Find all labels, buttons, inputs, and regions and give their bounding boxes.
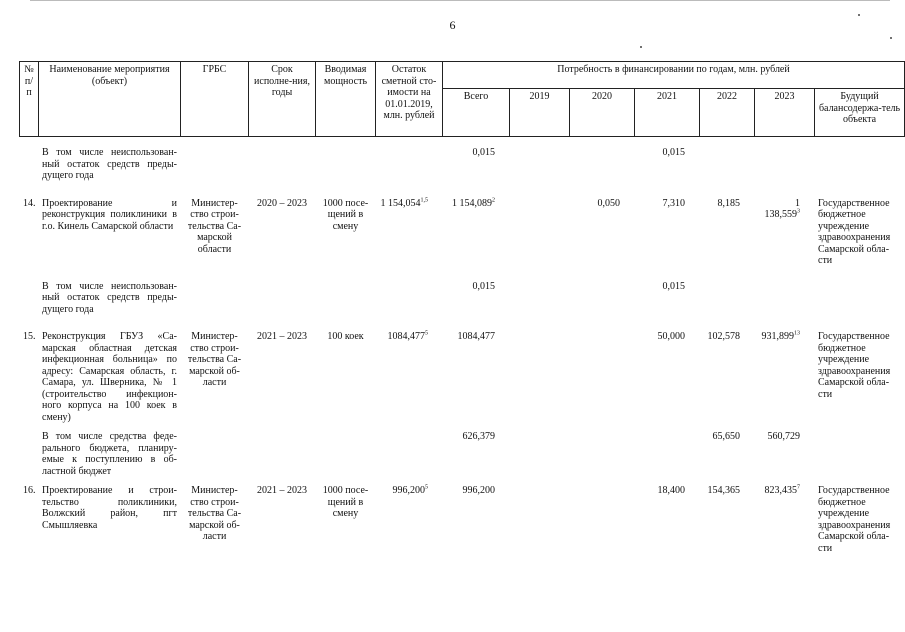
- row-term: 2021 – 2023: [257, 485, 307, 496]
- row-name: В том числе средства феде-рального бюджета, планиру-емые к поступлению в об-ластной бюджет: [42, 431, 177, 477]
- row-number: 14.: [23, 197, 36, 209]
- row-holder: Государственное бюджетное учреждение здравоохранения Самарской обла-сти: [818, 331, 891, 400]
- table-row: [20, 184, 905, 269]
- row-2023: [755, 269, 815, 318]
- row-capacity: [316, 269, 376, 318]
- row-total: 996,200: [462, 485, 495, 496]
- row-balance: [376, 137, 443, 184]
- row-holder: [815, 269, 905, 318]
- header-holder: Будущий балансодержа-тель объекта: [815, 89, 905, 137]
- row-capacity: [316, 137, 376, 184]
- header-term: Срок исполне-ния, годы: [249, 62, 316, 137]
- header-2019: 2019: [510, 89, 570, 137]
- row-2023: 560,729: [767, 431, 800, 442]
- table-header: [20, 62, 905, 137]
- scan-speck: [640, 46, 642, 48]
- table-row: [20, 137, 905, 184]
- row-balance: [376, 269, 443, 318]
- row-total: 1 154,089$^2$: [452, 197, 495, 209]
- header-capacity: Вводимая мощность: [316, 62, 376, 137]
- row-term: 2021 – 2023: [257, 331, 307, 342]
- row-2022: [700, 137, 755, 184]
- header-grbs: ГРБС: [181, 62, 249, 137]
- row-2021: [635, 425, 700, 479]
- row-2020: [570, 317, 635, 425]
- row-total: 626,379: [462, 431, 495, 442]
- row-2022: 65,650: [712, 431, 740, 442]
- page-number: 6: [449, 18, 456, 32]
- row-grbs: [181, 425, 249, 479]
- row-holder: [815, 425, 905, 479]
- scan-speck: [890, 37, 892, 39]
- table-row: [20, 317, 905, 425]
- row-grbs: Министер-ство строи-тельства Са-марской области: [187, 197, 242, 255]
- footnote-marker: 2: [492, 197, 495, 204]
- row-2022: 8,185: [717, 197, 740, 209]
- row-2020: [570, 269, 635, 318]
- top-rule: [30, 0, 890, 1]
- header-2023: 2023: [755, 89, 815, 137]
- row-number: 16.: [23, 485, 36, 496]
- financing-table: [19, 61, 905, 556]
- row-name: В том числе неиспользован-ный остаток средств преды-дущего года: [42, 280, 177, 315]
- row-balance: 996,200$^5$: [392, 484, 428, 496]
- row-name: Реконструкция ГБУЗ «Са-марская областная детская инфекционная больница» по адресу: Самарская область, г. Самара, ул. Шверника, № 1 (строительство инфекцион-ного корпуса на 100 коек в смену): [42, 331, 177, 423]
- row-2021: 18,400: [657, 485, 685, 496]
- row-total: 1084,477: [457, 331, 495, 342]
- row-holder: Государственное бюджетное учреждение здравоохранения Самарской обла-сти: [818, 197, 891, 266]
- scan-speck: [858, 14, 860, 16]
- row-2023: 823,435$^7$: [764, 484, 800, 496]
- row-2023: 931,899$^{13}$: [761, 330, 800, 342]
- row-term: [249, 269, 316, 318]
- row-2023: [755, 137, 815, 184]
- row-2020: 0,050: [597, 197, 620, 209]
- row-2019: [510, 479, 570, 556]
- header-2021: 2021: [635, 89, 700, 137]
- row-term: [249, 137, 316, 184]
- row-capacity: 1000 посе-щений в смену: [322, 197, 369, 232]
- row-grbs: [181, 269, 249, 318]
- row-name: Проектирование и реконструкция поликлиники в г.о. Кинель Самарской области: [42, 197, 177, 232]
- table-body: [20, 137, 905, 557]
- row-holder: Государственное бюджетное учреждение здравоохранения Самарской обла-сти: [818, 485, 891, 554]
- row-name: В том числе неиспользован-ный остаток средств преды-дущего года: [42, 147, 177, 181]
- row-balance: 1 154,054$^{1,5}$: [380, 197, 428, 209]
- row-balance: [376, 425, 443, 479]
- header-2022: 2022: [700, 89, 755, 137]
- row-2019: [510, 425, 570, 479]
- row-balance: 1084,477$^5$: [387, 330, 428, 342]
- row-2021: 0,015: [662, 147, 685, 158]
- footnote-marker: 7: [797, 484, 800, 491]
- row-term: [249, 425, 316, 479]
- row-name: Проектирование и строи-тельство поликлиники, Волжский район, пгт Смышляевка: [42, 485, 177, 531]
- row-capacity: 1000 посе-щений в смену: [322, 485, 369, 519]
- row-grbs: [181, 137, 249, 184]
- row-2020: [570, 479, 635, 556]
- header-balance: Остаток сметной сто-имости на 01.01.2019, млн. рублей: [376, 62, 443, 137]
- table-row: [20, 269, 905, 318]
- row-2021: 0,015: [662, 280, 685, 292]
- row-total: 0,015: [472, 147, 495, 158]
- header-need-group: Потребность в финансировании по годам, млн. рублей: [443, 62, 905, 89]
- header-name: Наименование мероприятия (объект): [39, 62, 181, 137]
- row-holder: [815, 137, 905, 184]
- header-total: Всего: [443, 89, 510, 137]
- row-total: 0,015: [472, 280, 495, 292]
- row-2020: [570, 137, 635, 184]
- footnote-marker: 3: [797, 208, 800, 215]
- row-number: [20, 137, 39, 184]
- table-row: [20, 425, 905, 479]
- row-2021: 50,000: [657, 331, 685, 342]
- row-term: 2020 – 2023: [257, 197, 307, 209]
- row-grbs: Министер-ство строи-тельства Са-марской об-ласти: [187, 485, 242, 542]
- footnote-marker: 5: [425, 484, 428, 491]
- row-2022: 102,578: [707, 331, 740, 342]
- footnote-marker: 1,5: [420, 197, 428, 204]
- row-2019: [510, 317, 570, 425]
- row-capacity: 100 коек: [327, 331, 364, 342]
- row-number: [20, 269, 39, 318]
- row-grbs: Министер-ство строи-тельства Са-марской об-ласти: [187, 331, 242, 388]
- row-2019: [510, 269, 570, 318]
- row-2022: [700, 269, 755, 318]
- table-row: [20, 479, 905, 556]
- row-2019: [510, 137, 570, 184]
- header-num: № п/п: [20, 62, 39, 137]
- row-2022: 154,365: [707, 485, 740, 496]
- row-number: [20, 425, 39, 479]
- row-2019: [510, 184, 570, 269]
- footnote-marker: 5: [425, 330, 428, 337]
- row-2023: 1 138,559$^3$: [764, 197, 800, 220]
- row-2020: [570, 425, 635, 479]
- header-2020: 2020: [570, 89, 635, 137]
- row-capacity: [316, 425, 376, 479]
- footnote-marker: 13: [794, 330, 800, 337]
- row-number: 15.: [23, 331, 36, 342]
- row-2021: 7,310: [662, 197, 685, 209]
